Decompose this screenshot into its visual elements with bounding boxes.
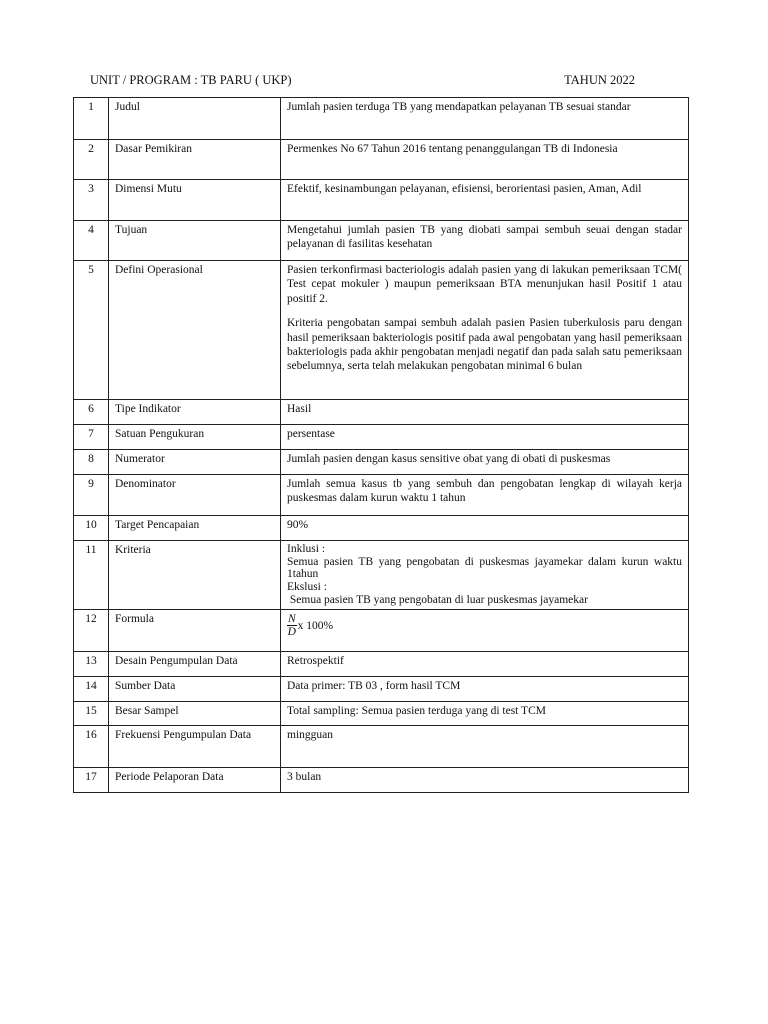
row-value	[281, 261, 689, 400]
row-label: Defini Operasional	[109, 261, 281, 400]
row-value: Retrospektif	[281, 652, 689, 677]
row-value: 3 bulan	[281, 768, 689, 793]
row-value: 90%	[281, 516, 689, 541]
formula-numerator: N	[288, 613, 296, 626]
table-row	[74, 516, 689, 541]
row-number: 11	[74, 541, 109, 610]
table-row	[74, 677, 689, 702]
table-row	[74, 726, 689, 768]
row-value: Total sampling: Semua pasien terduga yang di test TCM	[281, 702, 689, 726]
unit-program-title: UNIT / PROGRAM : TB PARU ( UKP)	[90, 73, 292, 87]
row-number: 1	[74, 98, 109, 140]
row-label: Numerator	[109, 450, 281, 475]
row-label: Tujuan	[109, 221, 281, 261]
formula-expression	[287, 613, 333, 638]
row-label: Frekuensi Pengumpulan Data	[109, 726, 281, 768]
row-label: Sumber Data	[109, 677, 281, 702]
row-value: Permenkes No 67 Tahun 2016 tentang penanggulangan TB di Indonesia	[281, 140, 689, 180]
row-label: Besar Sampel	[109, 702, 281, 726]
row-number: 8	[74, 450, 109, 475]
document-header	[90, 73, 635, 89]
inclusion-label: Inklusi :	[287, 543, 326, 555]
table-row	[74, 425, 689, 450]
formula-multiplier: x 100%	[297, 619, 334, 632]
table-row	[74, 180, 689, 221]
row-label: Dimensi Mutu	[109, 180, 281, 221]
row-number: 10	[74, 516, 109, 541]
row-label: Dasar Pemikiran	[109, 140, 281, 180]
row-number: 6	[74, 400, 109, 425]
row-value: Efektif, kesinambungan pelayanan, efisiensi, berorientasi pasien, Aman, Adil	[281, 180, 689, 221]
row-label: Tipe Indikator	[109, 400, 281, 425]
row-number: 7	[74, 425, 109, 450]
row-label: Judul	[109, 98, 281, 140]
row-number: 17	[74, 768, 109, 793]
table-row	[74, 450, 689, 475]
row-value: Jumlah semua kasus tb yang sembuh dan pengobatan lengkap di wilayah kerja puskesmas dalam kurun waktu 1 tahun	[281, 475, 689, 516]
row-value: Data primer: TB 03 , form hasil TCM	[281, 677, 689, 702]
table-row	[74, 702, 689, 726]
fraction	[287, 613, 297, 638]
row-label: Satuan Pengukuran	[109, 425, 281, 450]
row-label: Kriteria	[109, 541, 281, 610]
row-label: Desain Pengumpulan Data	[109, 652, 281, 677]
row-number: 3	[74, 180, 109, 221]
table-row	[74, 652, 689, 677]
formula-denominator: D	[287, 626, 296, 639]
row-value: Hasil	[281, 400, 689, 425]
row-number: 16	[74, 726, 109, 768]
table-row	[74, 98, 689, 140]
row-label: Formula	[109, 610, 281, 652]
definition-paragraph-1: Pasien terkonfirmasi bacteriologis adalah pasien yang di lakukan pemeriksaan TCM( Test cepat mokuler ) maupun pemeriksaan BTA menunjukan hasil Positif 1 atau positif 2.	[287, 264, 682, 305]
table-row	[74, 541, 689, 610]
table-row	[74, 140, 689, 180]
table-row	[74, 221, 689, 261]
exclusion-label: Ekslusi :	[287, 580, 327, 593]
row-label: Periode Pelaporan Data	[109, 768, 281, 793]
indicator-profile-table	[73, 97, 689, 793]
row-number: 9	[74, 475, 109, 516]
table-row	[74, 768, 689, 793]
definition-paragraph-2: Kriteria pengobatan sampai sembuh adalah pasien Pasien tuberkulosis paru dengan hasil pemeriksaan bakteriologis positif pada awal pengobatan yang hasil pemeriksaan bakteriologis pada akhir pengobatan menjadi negatif dan pada salah satu pemeriksaan sebelumnya, serta telah melakukan pengobatan minimal 6 bulan	[287, 317, 682, 373]
row-label: Target Pencapaian	[109, 516, 281, 541]
row-number: 14	[74, 677, 109, 702]
row-label: Denominator	[109, 475, 281, 516]
row-number: 2	[74, 140, 109, 180]
exclusion-text: Semua pasien TB yang pengobatan di luar puskesmas jayamekar	[287, 593, 588, 606]
table-row	[74, 400, 689, 425]
row-value: Jumlah pasien dengan kasus sensitive obat yang di obati di puskesmas	[281, 450, 689, 475]
row-value	[281, 541, 689, 610]
inclusion-text: Semua pasien TB yang pengobatan di puskesmas jayamekar dalam kurun waktu 1tahun	[287, 555, 682, 581]
row-number: 15	[74, 702, 109, 726]
table-row	[74, 261, 689, 400]
row-value: persentase	[281, 425, 689, 450]
row-value	[281, 610, 689, 652]
row-value: Mengetahui jumlah pasien TB yang diobati sampai sembuh seuai dengan stadar pelayanan di fasilitas kesehatan	[281, 221, 689, 261]
row-number: 13	[74, 652, 109, 677]
year-label: TAHUN 2022	[564, 73, 635, 87]
table-row	[74, 610, 689, 652]
row-number: 5	[74, 261, 109, 400]
row-value: Jumlah pasien terduga TB yang mendapatkan pelayanan TB sesuai standar	[281, 98, 689, 140]
row-number: 4	[74, 221, 109, 261]
table-row	[74, 475, 689, 516]
row-value: mingguan	[281, 726, 689, 768]
row-number: 12	[74, 610, 109, 652]
